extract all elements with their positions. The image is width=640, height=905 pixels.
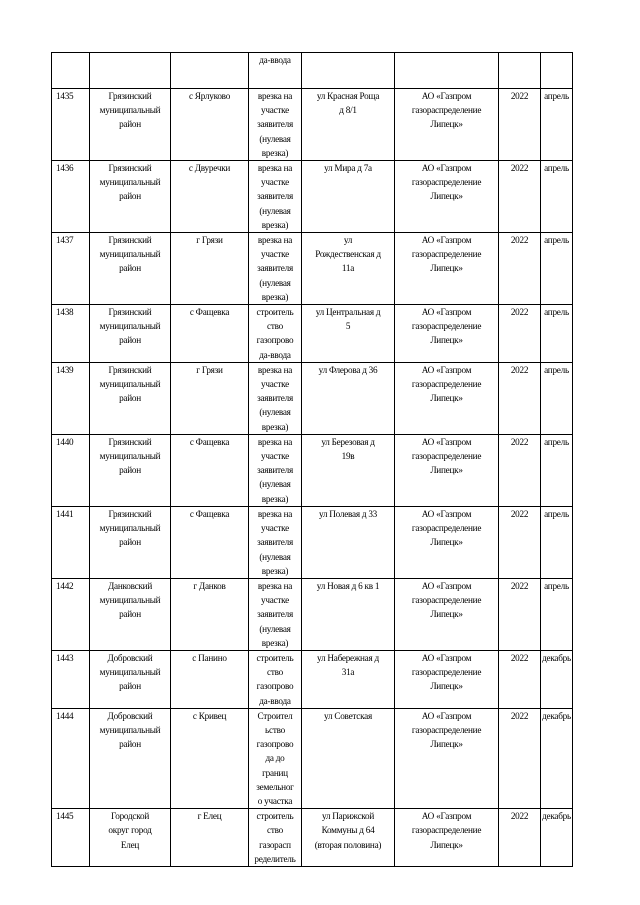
district-line: район [119, 537, 141, 548]
district-line: муниципальный [99, 177, 161, 188]
address-line: 31а [341, 667, 355, 678]
table-row [52, 305, 573, 363]
organization-line: АО «Газпром [421, 307, 472, 318]
cell-organization [395, 362, 499, 434]
cell-year: 2022 [499, 809, 541, 867]
cell-num: 1441 [52, 506, 90, 578]
organization-line: Липецк» [430, 335, 463, 346]
cell-work-type [249, 362, 302, 434]
organization-line: газораспределение [411, 249, 482, 260]
gasification-schedule-table [51, 52, 573, 867]
organization-line: газораспределение [411, 105, 482, 116]
cell-district [90, 578, 171, 650]
work-line: участке [261, 523, 289, 534]
cell-address [302, 89, 395, 161]
cell-address [302, 809, 395, 867]
work-line: участке [261, 595, 289, 606]
cell-work-type [249, 233, 302, 305]
district-line: Елец [120, 839, 140, 850]
work-line: газопрово [256, 335, 294, 346]
cell-locality: г Грязи [171, 233, 249, 305]
cell-locality: с Двуречки [171, 161, 249, 233]
address-line: ул Флерова д 36 [318, 364, 378, 375]
district-line: район [119, 681, 141, 692]
work-line: (нулевая [259, 277, 291, 288]
work-line: заявителя [257, 263, 293, 274]
address-line: 11а [341, 263, 355, 274]
cell-locality [171, 53, 249, 89]
cell-month: апрель [541, 305, 573, 363]
district-line: округ город [108, 825, 152, 836]
organization-line: АО «Газпром [421, 436, 472, 447]
work-line: строитель [256, 811, 294, 822]
cell-locality: с Фащевка [171, 305, 249, 363]
district-line: Грязинский [108, 436, 152, 447]
cell-organization [395, 161, 499, 233]
organization-line: АО «Газпром [421, 364, 472, 375]
cell-work-type [249, 708, 302, 808]
cell-locality: г Данков [171, 578, 249, 650]
cell-num: 1445 [52, 809, 90, 867]
organization-line: газораспределение [411, 523, 482, 534]
cell-district [90, 434, 171, 506]
work-line: (нулевая [259, 479, 291, 490]
address-line: 19в [341, 451, 355, 462]
district-line: Грязинский [108, 508, 152, 519]
cell-work-type [249, 650, 302, 708]
cell-work-type [249, 434, 302, 506]
cell-num: 1438 [52, 305, 90, 363]
work-line: ство [267, 825, 283, 836]
district-line: район [119, 191, 141, 202]
cell-district [90, 233, 171, 305]
district-line: муниципальный [99, 321, 161, 332]
district-line: район [119, 609, 141, 620]
work-line: ство [267, 321, 283, 332]
work-line: (нулевая [259, 623, 291, 634]
work-line: врезка) [261, 291, 289, 302]
work-line: да-ввода [259, 695, 291, 706]
address-line: 5 [345, 321, 351, 332]
address-line: ул Парижской [321, 811, 375, 822]
organization-line: Липецк» [430, 393, 463, 404]
cell-num: 1436 [52, 161, 90, 233]
work-line: (нулевая [259, 551, 291, 562]
district-line: муниципальный [99, 595, 161, 606]
address-line: Коммуны д 64 [321, 825, 375, 836]
cell-address [302, 578, 395, 650]
table-row [52, 434, 573, 506]
district-line: Грязинский [108, 364, 152, 375]
work-line: врезка на [257, 508, 293, 519]
cell-address [302, 161, 395, 233]
address-line: ул Мира д 7а [324, 163, 372, 174]
cell-month: декабрь [541, 809, 573, 867]
address-line: ул Набережная д [317, 652, 379, 663]
cell-locality: с Ярлуково [171, 89, 249, 161]
district-line: муниципальный [99, 451, 161, 462]
cell-address [302, 434, 395, 506]
organization-line: АО «Газпром [421, 508, 472, 519]
work-line: врезка) [261, 219, 289, 230]
work-line: врезка) [261, 147, 289, 158]
organization-line: газораспределение [411, 595, 482, 606]
cell-year: 2022 [499, 233, 541, 305]
cell-address [302, 506, 395, 578]
cell-work-type [249, 506, 302, 578]
cell-address [302, 53, 395, 89]
work-line: врезка на [257, 235, 293, 246]
cell-work-type [249, 89, 302, 161]
address-line: ул Березовая д [321, 436, 375, 447]
district-line: Добровский [107, 652, 153, 663]
cell-district [90, 305, 171, 363]
cell-num: 1442 [52, 578, 90, 650]
cell-address [302, 708, 395, 808]
cell-year: 2022 [499, 305, 541, 363]
district-line: Городской [110, 811, 150, 822]
cell-organization [395, 233, 499, 305]
work-line: заявителя [257, 537, 293, 548]
cell-district [90, 53, 171, 89]
organization-line: АО «Газпром [421, 580, 472, 591]
district-line: район [119, 739, 141, 750]
table-body [52, 53, 573, 867]
organization-line: газораспределение [411, 825, 482, 836]
organization-line: газораспределение [411, 451, 482, 462]
cell-organization [395, 809, 499, 867]
district-line: район [119, 465, 141, 476]
cell-year: 2022 [499, 506, 541, 578]
address-line: Рождественская д [315, 249, 381, 260]
work-line: да до [265, 753, 285, 764]
district-line: Грязинский [108, 91, 152, 101]
work-line: земельног [256, 781, 294, 792]
table-row [52, 233, 573, 305]
cell-month: апрель [541, 434, 573, 506]
work-line: (нулевая [259, 133, 291, 144]
cell-month: апрель [541, 578, 573, 650]
work-line: врезка) [261, 421, 289, 432]
cell-organization [395, 708, 499, 808]
organization-line: Липецк» [430, 739, 463, 750]
district-line: район [119, 393, 141, 404]
work-line: строитель [256, 652, 294, 663]
cell-num: 1435 [52, 89, 90, 161]
district-line: Добровский [107, 710, 153, 721]
cell-locality: г Елец [171, 809, 249, 867]
cell-month: апрель [541, 89, 573, 161]
cell-address [302, 305, 395, 363]
table-row [52, 708, 573, 808]
work-line: Строител [257, 710, 293, 721]
cell-organization [395, 434, 499, 506]
organization-line: Липецк» [430, 537, 463, 548]
organization-line: АО «Газпром [421, 710, 472, 721]
work-line: врезка на [257, 163, 293, 174]
cell-year: 2022 [499, 708, 541, 808]
cell-year: 2022 [499, 578, 541, 650]
work-line: участке [261, 249, 289, 260]
cell-district [90, 362, 171, 434]
organization-line: Липецк» [430, 191, 463, 202]
organization-line: АО «Газпром [421, 652, 472, 663]
work-line: да-ввода [259, 55, 291, 65]
cell-month: апрель [541, 161, 573, 233]
table-row [52, 809, 573, 867]
organization-line: Липецк» [430, 465, 463, 476]
work-line: о участка [257, 795, 293, 806]
district-line: район [119, 335, 141, 346]
district-line: муниципальный [99, 724, 161, 735]
address-line: ул Красная Роща [316, 91, 380, 101]
organization-line: Липецк» [430, 839, 463, 850]
table-row [52, 161, 573, 233]
table-row [52, 650, 573, 708]
cell-month: апрель [541, 506, 573, 578]
cell-address [302, 233, 395, 305]
district-line: Грязинский [108, 235, 152, 246]
cell-organization [395, 650, 499, 708]
cell-work-type [249, 305, 302, 363]
organization-line: Липецк» [430, 609, 463, 620]
cell-organization [395, 305, 499, 363]
cell-organization [395, 506, 499, 578]
work-line: врезка на [257, 436, 293, 447]
district-line: Грязинский [108, 163, 152, 174]
work-line: заявителя [257, 465, 293, 476]
table-row [52, 362, 573, 434]
cell-year: 2022 [499, 434, 541, 506]
district-line: район [119, 263, 141, 274]
district-line: муниципальный [99, 105, 161, 116]
work-line: врезка на [257, 91, 293, 101]
address-line: ул Новая д 6 кв 1 [316, 580, 380, 591]
table-row [52, 89, 573, 161]
work-line: границ [262, 767, 288, 778]
cell-year: 2022 [499, 161, 541, 233]
cell-district [90, 650, 171, 708]
cell-locality: с Фащевка [171, 434, 249, 506]
cell-locality: с Кривец [171, 708, 249, 808]
cell-month: декабрь [541, 708, 573, 808]
organization-line: Липецк» [430, 119, 463, 130]
work-line: да-ввода [259, 349, 291, 360]
cell-num: 1437 [52, 233, 90, 305]
work-line: ьство [265, 724, 285, 735]
work-line: заявителя [257, 609, 293, 620]
cell-locality: с Панино [171, 650, 249, 708]
cell-month: апрель [541, 362, 573, 434]
organization-line: газораспределение [411, 321, 482, 332]
cell-work-type [249, 53, 302, 89]
cell-year: 2022 [499, 89, 541, 161]
organization-line: АО «Газпром [421, 811, 472, 822]
district-line: муниципальный [99, 667, 161, 678]
organization-line: газораспределение [411, 177, 482, 188]
cell-district [90, 708, 171, 808]
organization-line: АО «Газпром [421, 163, 472, 174]
work-line: (нулевая [259, 407, 291, 418]
organization-line: АО «Газпром [421, 91, 472, 101]
work-line: ределитель [254, 853, 296, 864]
cell-num: 1440 [52, 434, 90, 506]
work-line: газорасп [259, 839, 291, 850]
cell-address [302, 362, 395, 434]
cell-num: 1444 [52, 708, 90, 808]
address-line: ул [343, 235, 353, 246]
cell-num: 1439 [52, 362, 90, 434]
work-line: участке [261, 379, 289, 390]
work-line: заявителя [257, 191, 293, 202]
work-line: врезка) [261, 493, 289, 504]
work-line: участке [261, 105, 289, 116]
cell-year: 2022 [499, 362, 541, 434]
cell-work-type [249, 809, 302, 867]
organization-line: газораспределение [411, 724, 482, 735]
cell-locality: с Фащевка [171, 506, 249, 578]
work-line: газопрово [256, 739, 294, 750]
cell-month: апрель [541, 233, 573, 305]
cell-num [52, 53, 90, 89]
cell-month [541, 53, 573, 89]
cell-organization [395, 89, 499, 161]
organization-line: газораспределение [411, 667, 482, 678]
district-line: муниципальный [99, 249, 161, 260]
work-line: врезка на [257, 364, 293, 375]
table-row [52, 578, 573, 650]
cell-organization [395, 578, 499, 650]
work-line: строитель [256, 307, 294, 318]
work-line: заявителя [257, 119, 293, 130]
work-line: врезка) [261, 565, 289, 576]
organization-line: газораспределение [411, 379, 482, 390]
organization-line: Липецк» [430, 263, 463, 274]
cell-organization [395, 53, 499, 89]
cell-address [302, 650, 395, 708]
work-line: врезка на [257, 580, 293, 591]
address-line: (вторая половина) [314, 839, 382, 850]
cell-district [90, 506, 171, 578]
cell-district [90, 809, 171, 867]
work-line: врезка) [261, 637, 289, 648]
cell-year [499, 53, 541, 89]
address-line: д 8/1 [339, 105, 357, 116]
work-line: участке [261, 451, 289, 462]
address-line: ул Центральная д [315, 307, 381, 318]
table-row [52, 506, 573, 578]
address-line: ул Полевая д 33 [318, 508, 378, 519]
cell-locality: г Грязи [171, 362, 249, 434]
organization-line: Липецк» [430, 681, 463, 692]
address-line: ул Советская [324, 710, 372, 721]
organization-line: АО «Газпром [421, 235, 472, 246]
district-line: Данковский [107, 580, 152, 591]
district-line: Грязинский [108, 307, 152, 318]
work-line: (нулевая [259, 205, 291, 216]
cell-year: 2022 [499, 650, 541, 708]
district-line: муниципальный [99, 379, 161, 390]
work-line: заявителя [257, 393, 293, 404]
cell-district [90, 89, 171, 161]
district-line: район [119, 119, 141, 130]
cell-district [90, 161, 171, 233]
cell-month: декабрь [541, 650, 573, 708]
cell-work-type [249, 161, 302, 233]
cell-work-type [249, 578, 302, 650]
table-row-continuation [52, 53, 573, 89]
district-line: муниципальный [99, 523, 161, 534]
work-line: газопрово [256, 681, 294, 692]
cell-num: 1443 [52, 650, 90, 708]
work-line: участке [261, 177, 289, 188]
work-line: ство [267, 667, 283, 678]
